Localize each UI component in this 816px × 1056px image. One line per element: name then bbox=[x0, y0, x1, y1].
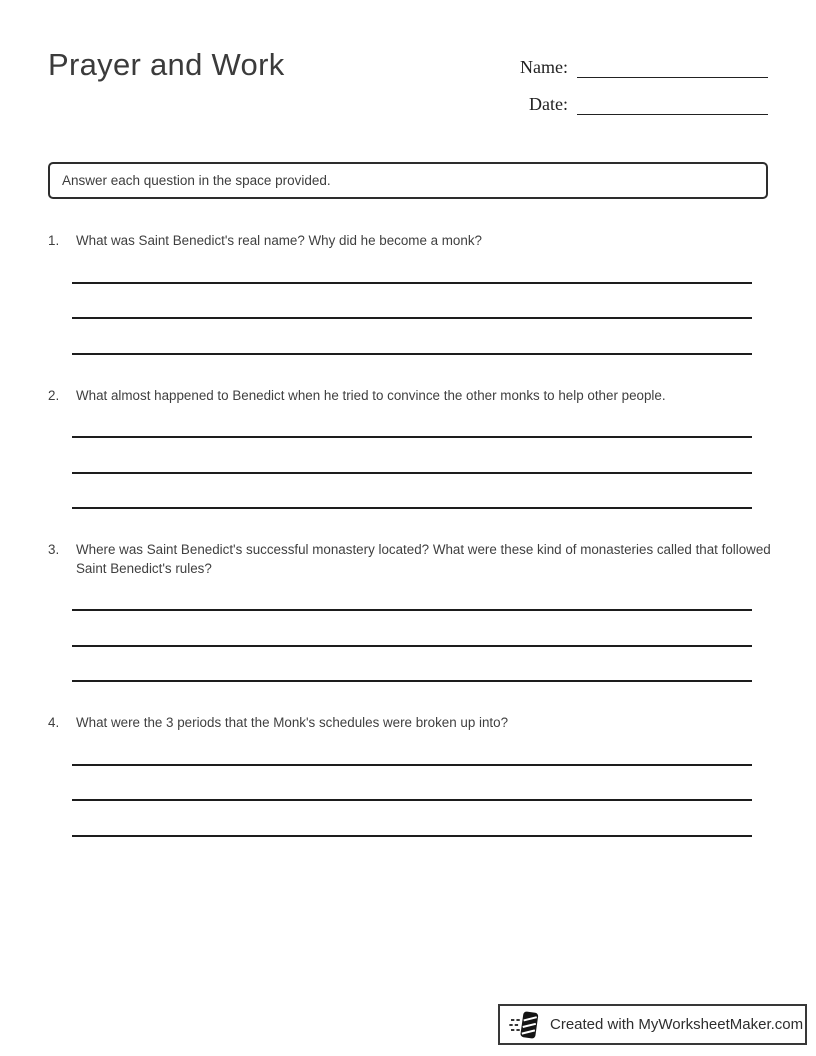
question-text: Where was Saint Benedict's successful monastery located? What were these kind of monasteries called that followed Saint Benedict's rules? bbox=[76, 542, 771, 576]
name-blank-line[interactable] bbox=[577, 56, 768, 78]
question-text: What almost happened to Benedict when he tried to convince the other monks to help other people. bbox=[76, 387, 666, 403]
answer-line[interactable] bbox=[72, 680, 752, 682]
question-item-3 bbox=[0, 541, 816, 682]
question-row bbox=[0, 541, 816, 578]
date-blank-line[interactable] bbox=[577, 93, 768, 115]
instructions-text: Answer each question in the space provided. bbox=[62, 173, 331, 188]
date-label: Date: bbox=[529, 94, 568, 114]
question-row bbox=[0, 387, 816, 406]
question-number: 1. bbox=[48, 233, 60, 248]
name-field bbox=[520, 55, 768, 78]
name-label: Name: bbox=[520, 57, 568, 77]
answer-line[interactable] bbox=[72, 472, 752, 474]
question-item-1 bbox=[0, 232, 816, 355]
answer-line[interactable] bbox=[72, 835, 752, 837]
answer-line[interactable] bbox=[72, 282, 752, 284]
answer-line[interactable] bbox=[72, 645, 752, 647]
answer-line[interactable] bbox=[72, 609, 752, 611]
answer-line[interactable] bbox=[72, 764, 752, 766]
question-number: 2. bbox=[48, 387, 60, 403]
answer-line[interactable] bbox=[72, 507, 752, 509]
worksheetmaker-logo-icon bbox=[509, 1010, 543, 1040]
question-item-2 bbox=[0, 387, 816, 510]
question-text: What were the 3 periods that the Monk's schedules were broken up into? bbox=[76, 715, 509, 730]
answer-line[interactable] bbox=[72, 317, 752, 319]
credit-badge bbox=[498, 1004, 807, 1045]
question-number: 3. bbox=[48, 542, 60, 557]
credit-text: Created with MyWorksheetMaker.com bbox=[550, 1016, 804, 1033]
question-number: 4. bbox=[48, 715, 60, 730]
question-text: What was Saint Benedict's real name? Why did he become a monk? bbox=[76, 233, 482, 248]
question-row bbox=[0, 714, 816, 733]
question-item-4 bbox=[0, 714, 816, 837]
answer-line[interactable] bbox=[72, 353, 752, 355]
answer-line[interactable] bbox=[72, 436, 752, 438]
page-title: Prayer and Work bbox=[48, 47, 285, 82]
answer-line[interactable] bbox=[72, 799, 752, 801]
questions-section bbox=[0, 199, 816, 837]
date-field bbox=[529, 92, 768, 115]
instructions-box bbox=[48, 162, 768, 199]
question-row bbox=[0, 232, 816, 251]
